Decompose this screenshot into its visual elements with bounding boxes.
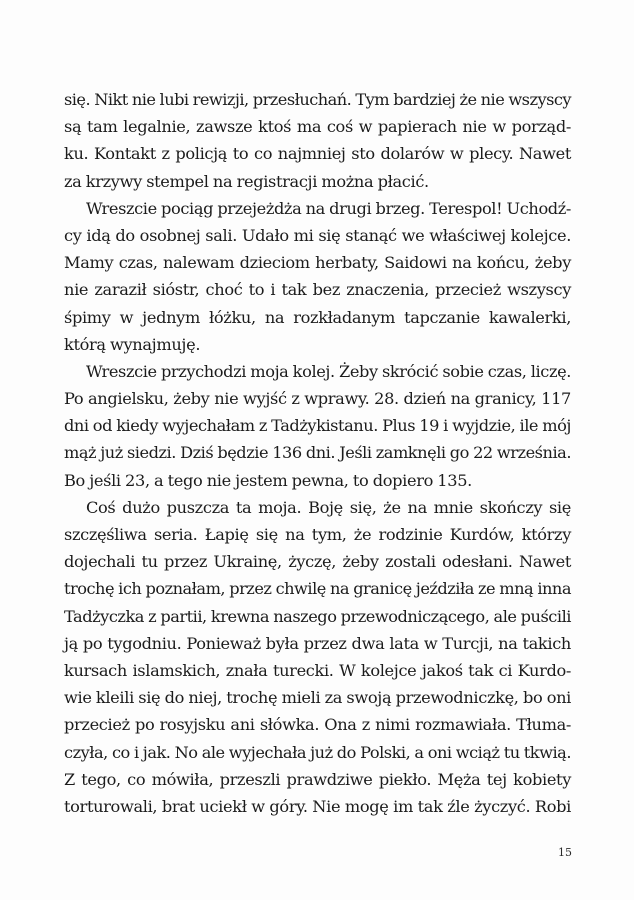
text-line: cy idą do osobnej sali. Udało mi się stanąć we właściwej kolejce. (64, 225, 571, 245)
text-line: trochę ich poznałam, przez chwilę na granicę jeździła ze mną inna (64, 579, 571, 599)
text-line: dojechali tu przez Ukrainę, życzę, żeby zostali odesłani. Nawet (64, 552, 571, 572)
text-line: Wreszcie pociąg przejeżdża na drugi brzeg. Terespol! Uchodź- (86, 198, 571, 218)
text-line: Bo jeśli 23, a tego nie jestem pewna, to dopiero 135. (64, 470, 472, 490)
text-line: szczęśliwa seria. Łapię się na tym, że rodzinie Kurdów, którzy (64, 525, 571, 544)
text-line: kursach islamskich, znała turecki. W kolejce jakoś tak ci Kurdo- (64, 660, 571, 680)
text-line: są tam legalnie, zawsze ktoś ma coś w papierach nie w porząd- (64, 117, 571, 137)
text-line: za krzywy stempel na registracji można płacić. (64, 171, 429, 191)
paragraph-3 (64, 358, 571, 494)
text-line: Wreszcie przychodzi moja kolej. Żeby skrócić sobie czas, liczę. (86, 361, 571, 381)
text-line: ją po tygodniu. Ponieważ była przez dwa lata w Turcji, na takich (64, 633, 571, 653)
text-line: Z tego, co mówiła, przeszli prawdziwe piekło. Męża tej kobiety (64, 769, 571, 789)
text-line: dni od kiedy wyjechałam z Tadżykistanu. Plus 19 i wyjdzie, ile mój (64, 416, 571, 436)
text-line: Coś dużo puszcza ta moja. Boję się, że na mnie skończy się (86, 497, 571, 517)
page-number: 15 (558, 846, 572, 859)
text-line: ku. Kontakt z policją to co najmniej sto dolarów w plecy. Nawet (64, 144, 571, 164)
text-line: się. Nikt nie lubi rewizji, przesłuchań. Tym bardziej że nie wszyscy (64, 90, 571, 109)
text-line: Mamy czas, nalewam dzieciom herbaty, Saidowi na końcu, żeby (64, 253, 571, 273)
text-line: torturowali, brat uciekł w góry. Nie mogę im tak źle życzyć. Robi (64, 796, 571, 816)
body-text (64, 86, 571, 820)
text-line: czyła, co i jak. No ale wyjechała już do Polski, a oni wciąż tu tkwią. (64, 742, 571, 762)
paragraph-4 (64, 494, 571, 820)
paragraph-2 (64, 195, 571, 358)
text-line: mąż już siedzi. Dziś będzie 136 dni. Jeśli zamknęli go 22 września. (64, 443, 571, 463)
text-line: Po angielsku, żeby nie wyjść z wprawy. 28. dzień na granicy, 117 (64, 389, 571, 409)
text-line: nie zaraził sióstr, choć to i tak bez znaczenia, przecież wszyscy (64, 280, 571, 300)
text-line: przecież po rosyjsku ani słówka. Ona z nimi rozmawiała. Tłuma- (64, 715, 571, 735)
text-line: Tadżyczka z partii, krewna naszego przewodniczącego, ale puścili (64, 606, 571, 626)
text-line: śpimy w jednym łóżku, na rozkładanym tapczanie kawalerki, (64, 307, 571, 327)
text-line: którą wynajmuję. (64, 334, 201, 354)
text-line: wie kleili się do niej, trochę mieli za swoją przewodniczkę, bo oni (64, 688, 571, 708)
paragraph-1 (64, 86, 571, 195)
